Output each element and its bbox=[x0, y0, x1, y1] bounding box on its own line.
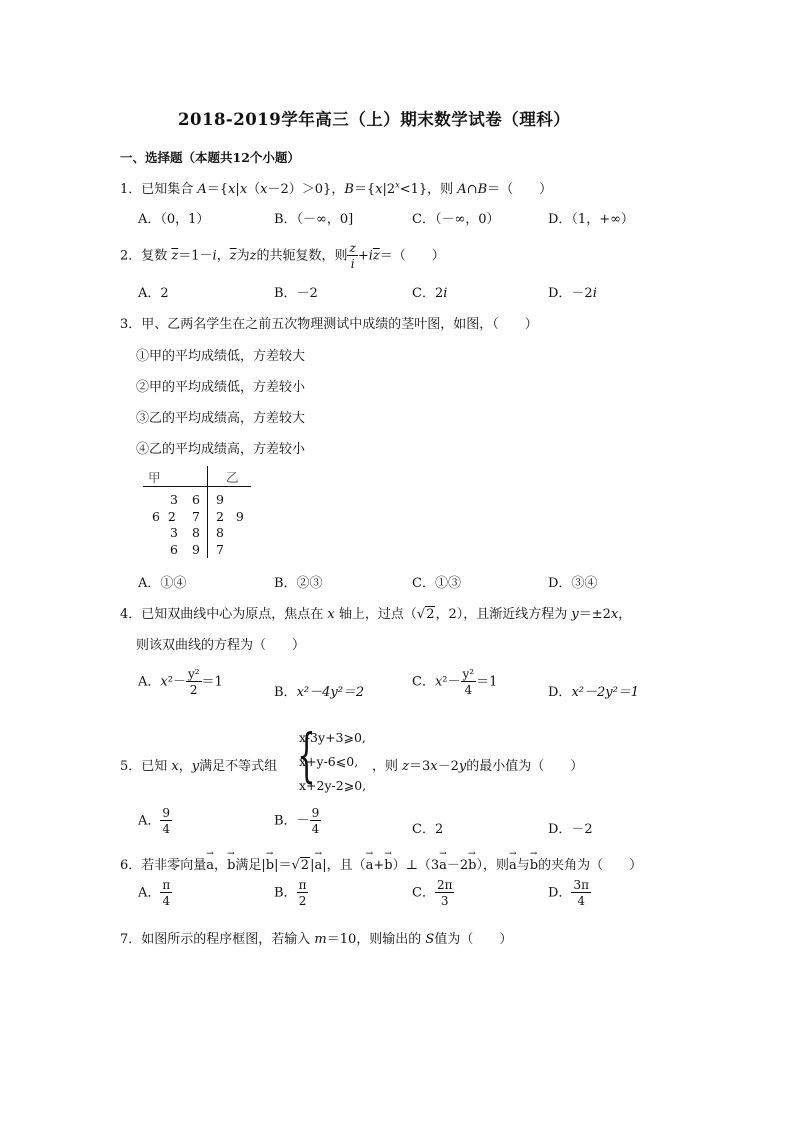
q5-option-d: D．－2 bbox=[548, 822, 593, 837]
q1-option-b: B．（－∞，0] bbox=[274, 212, 354, 227]
inequality-1: x-3y+3⩾0, bbox=[299, 730, 366, 745]
plot-head-left: 甲 bbox=[148, 470, 161, 485]
q2-option-a: A．2 bbox=[138, 286, 169, 301]
q3-option-b: B．②③ bbox=[274, 576, 323, 591]
plot-left-leaves-3: 3 bbox=[170, 525, 178, 540]
q3-statement-2: ②甲的平均成绩低，方差较小 bbox=[136, 380, 306, 395]
q1-option-a: A．（0，1） bbox=[138, 212, 210, 227]
section-heading: 一、选择题（本题共12个小题） bbox=[120, 150, 300, 165]
question-6-stem: 6．若非零向量→ a，→ b满足|→ b|＝√2|→ a|，且（→ a+→ b）⊥（3→ a－2→ b），则→ a与→ b的夹角为（ ） bbox=[120, 854, 642, 873]
plot-stem-2: 7 bbox=[192, 509, 200, 524]
inequality-3: x+2y-2⩾0, bbox=[299, 778, 367, 793]
q5-option-c: C．2 bbox=[412, 822, 444, 837]
q3-option-c: C．①③ bbox=[412, 576, 461, 591]
question-3-stem: 3．甲、乙两名学生在之前五次物理测试中成绩的茎叶图，如图，（ ） bbox=[120, 317, 538, 332]
plot-stem-1: 6 bbox=[192, 492, 200, 507]
plot-right-leaves-3: 8 bbox=[216, 525, 224, 540]
plot-right-leaves-1: 9 bbox=[216, 492, 224, 507]
plot-stem-3: 8 bbox=[192, 525, 200, 540]
q5-option-b: B．－ $\frac{9}{4}$ bbox=[274, 806, 320, 836]
q3-statement-4: ④乙的平均成绩高，方差较小 bbox=[136, 442, 306, 457]
q4-option-b: B．x²－4y²＝2 bbox=[274, 685, 365, 700]
q6-option-b: B． $\frac{\pi}{2}$ bbox=[274, 878, 307, 908]
plot-head-right: 乙 bbox=[226, 470, 239, 485]
plot-right-leaves-4: 7 bbox=[216, 542, 224, 557]
q4-option-d: D．x²－2y²＝1 bbox=[548, 685, 640, 700]
q6-option-c: C． $\frac{2\pi}{3}$ bbox=[412, 878, 453, 908]
question-2-stem: 2．复数 $\overline{z}=1-i$，$\overline{z}$为z的共轭复数，则 $\frac{z}{i}$ $+i\overline{z}=$（ ） bbox=[120, 241, 445, 271]
q3-statement-3: ③乙的平均成绩高，方差较大 bbox=[136, 411, 306, 426]
q2-option-d: D．－2i bbox=[548, 286, 597, 301]
question-1-stem: 1．已知集合 A＝{x|x（x－2）＞0}，$B=\{x|2^x<1\}$，则 A∩B＝（ ） bbox=[120, 180, 553, 197]
question-5-stem-tail: ，则 z＝3x－2y的最小值为（ ） bbox=[372, 759, 584, 774]
question-7-stem: 7．如图所示的程序框图，若输入 m＝10，则输出的 S值为（ ） bbox=[120, 932, 513, 947]
q4-option-c: C．x²－ $\frac{\text{y²}}{4}$ ＝1 bbox=[412, 667, 498, 697]
q6-option-a: A． $\frac{\pi}{4}$ bbox=[138, 878, 171, 908]
q2-option-b: B．－2 bbox=[274, 286, 318, 301]
q1-option-c: C．（－∞，0） bbox=[412, 212, 500, 227]
inequality-2: x+y-6⩽0, bbox=[299, 754, 359, 769]
plot-left-leaves-4: 6 bbox=[170, 542, 178, 557]
page-title: 2018-2019学年高三（上）期末数学试卷（理科） bbox=[178, 110, 571, 129]
inequality-brace: { bbox=[297, 721, 316, 789]
q1-option-d: D．（1，+∞） bbox=[548, 212, 634, 227]
q2-option-c: C．2i bbox=[412, 286, 448, 301]
q3-option-d: D．③④ bbox=[548, 576, 598, 591]
q5-option-a: A． $\frac{9}{4}$ bbox=[138, 806, 171, 836]
plot-stem-rule bbox=[207, 466, 208, 558]
plot-header-rule bbox=[143, 486, 251, 487]
question-5-stem: 5．已知 x，y满足不等式组 bbox=[120, 759, 278, 774]
q6-option-d: D． $\frac{3\pi}{4}$ bbox=[548, 878, 589, 908]
q4-option-a: A．x²－ $\frac{\text{y²}}{2}$ ＝1 bbox=[138, 667, 223, 697]
plot-stem-4: 9 bbox=[192, 542, 200, 557]
question-4-stem-line-2: 则该双曲线的方程为（ ） bbox=[136, 638, 306, 653]
plot-left-leaves-1: 3 bbox=[170, 492, 178, 507]
q3-option-a: A．①④ bbox=[138, 576, 187, 591]
plot-left-leaves-2: 6 2 bbox=[152, 509, 176, 524]
plot-right-leaves-2: 2 9 bbox=[216, 509, 244, 524]
question-4-stem: 4．已知双曲线中心为原点，焦点在 x 轴上，过点（√2，2），且渐近线方程为 y＝±2x， bbox=[120, 607, 632, 622]
q3-statement-1: ①甲的平均成绩低，方差较大 bbox=[136, 349, 306, 364]
